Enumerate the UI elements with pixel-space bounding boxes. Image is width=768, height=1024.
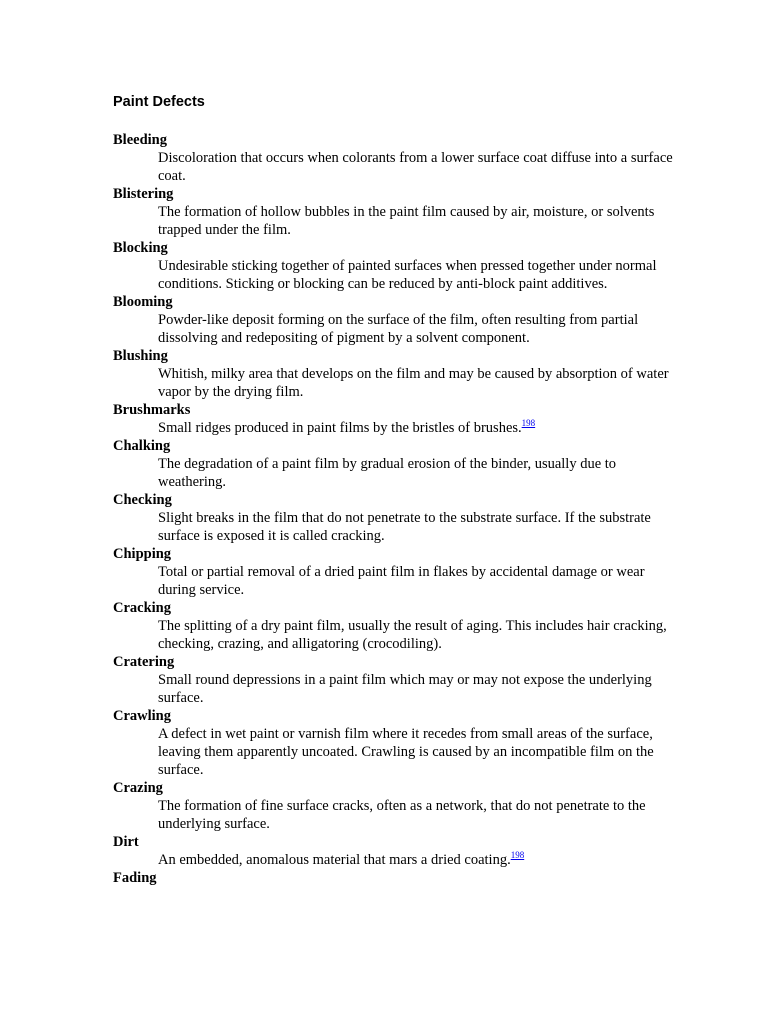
glossary-term: Dirt (113, 834, 139, 850)
glossary-definition (158, 149, 673, 185)
glossary-definition (158, 419, 673, 437)
glossary-term: Brushmarks (113, 402, 191, 418)
glossary-entry (113, 401, 673, 437)
glossary-definition (158, 257, 673, 293)
definition-text: An embedded, anomalous material that mars a dried coating. (158, 852, 511, 868)
glossary-definition (158, 455, 673, 491)
document-page (113, 92, 673, 887)
definition-text: Undesirable sticking together of painted surfaces when pressed together under normal conditions. Sticking or blocking can be reduced by anti-block paint additives. (158, 258, 657, 292)
footnote-reference-link[interactable]: 198 (510, 850, 525, 861)
glossary-definition (158, 509, 673, 545)
glossary-entry (113, 653, 673, 707)
definition-text: The formation of fine surface cracks, often as a network, that do not penetrate to the underlying surface. (158, 798, 646, 832)
glossary-entry (113, 239, 673, 293)
glossary-entry (113, 437, 673, 491)
glossary-definition (158, 617, 673, 653)
glossary-entry (113, 779, 673, 833)
glossary-term: Bleeding (113, 132, 167, 148)
glossary-term: Blooming (113, 294, 173, 310)
definition-text: Powder-like deposit forming on the surface of the film, often resulting from partial dissolving and redepositing of pigment by a solvent component. (158, 312, 639, 346)
definition-text: Whitish, milky area that develops on the film and may be caused by absorption of water vapor by the drying film. (158, 366, 669, 400)
definition-text: The formation of hollow bubbles in the paint film caused by air, moisture, or solvents trapped under the film. (158, 204, 655, 238)
glossary-entry (113, 131, 673, 185)
glossary-entry (113, 293, 673, 347)
glossary-term: Blocking (113, 240, 168, 256)
definition-text: The splitting of a dry paint film, usually the result of aging. This includes hair cracking, checking, crazing, and alligatoring (crocodiling). (158, 618, 667, 652)
glossary-definition (158, 851, 673, 869)
glossary-term: Chalking (113, 438, 171, 454)
glossary-entry (113, 833, 673, 869)
glossary-entry (113, 707, 673, 779)
glossary-definition (158, 797, 673, 833)
glossary-definition (158, 725, 673, 779)
glossary-entry (113, 599, 673, 653)
definition-text: Discoloration that occurs when colorants from a lower surface coat diffuse into a surface coat. (158, 150, 673, 184)
glossary-term: Checking (113, 492, 172, 508)
definition-text: Small round depressions in a paint film which may or may not expose the underlying surface. (158, 672, 652, 706)
definition-text: Total or partial removal of a dried paint film in flakes by accidental damage or wear during service. (158, 564, 645, 598)
glossary-term: Blistering (113, 186, 174, 202)
glossary-term: Crawling (113, 708, 171, 724)
definition-text: Slight breaks in the film that do not penetrate to the substrate surface. If the substrate surface is exposed it is called cracking. (158, 510, 651, 544)
glossary-entry (113, 185, 673, 239)
glossary-definition (158, 311, 673, 347)
definition-text: Small ridges produced in paint films by the bristles of brushes. (158, 420, 522, 436)
glossary-definition (158, 365, 673, 401)
glossary-entry (113, 545, 673, 599)
glossary-definition (158, 671, 673, 707)
glossary-definition (158, 203, 673, 239)
glossary-entry (113, 491, 673, 545)
glossary-list (113, 131, 673, 887)
glossary-term: Crazing (113, 780, 163, 796)
glossary-entry (113, 347, 673, 401)
glossary-term: Chipping (113, 546, 172, 562)
glossary-term: Cracking (113, 600, 171, 616)
glossary-term: Fading (113, 870, 157, 886)
page-title: Paint Defects (113, 94, 205, 110)
definition-text: A defect in wet paint or varnish film where it recedes from small areas of the surface, leaving them apparently uncoated. Crawling is caused by an incompatible film on the surface. (158, 726, 654, 778)
definition-text: The degradation of a paint film by gradual erosion of the binder, usually due to weathering. (158, 456, 617, 490)
glossary-definition (158, 563, 673, 599)
glossary-term: Cratering (113, 654, 175, 670)
glossary-term: Blushing (113, 348, 168, 364)
glossary-entry (113, 869, 673, 887)
footnote-reference-link[interactable]: 198 (521, 418, 536, 429)
